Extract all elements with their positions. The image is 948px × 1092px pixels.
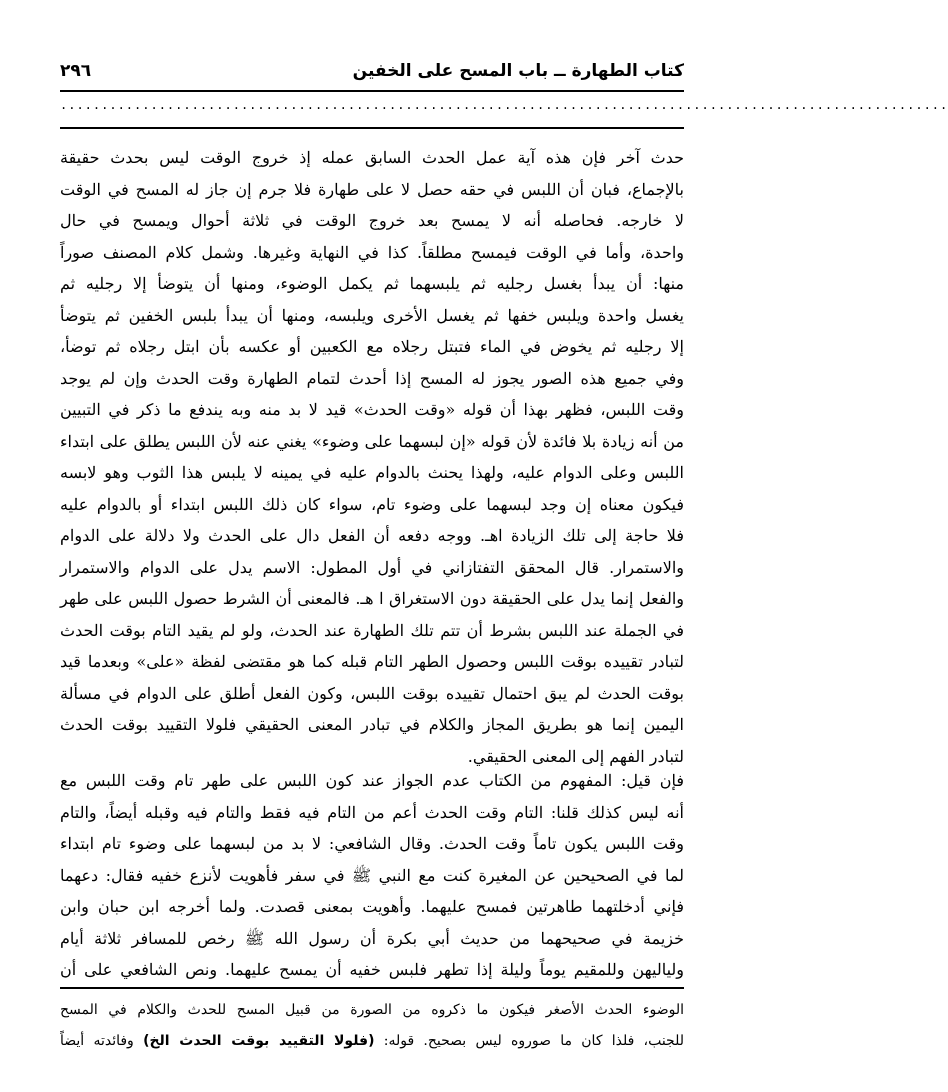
page-number: ٢٩٦ (60, 61, 92, 81)
footnote-text: وفائدته أيضاً (60, 1033, 144, 1049)
text-line: لا خارجه. فحاصله أنه لا يمسح بعد خروج الوقت في ثلاثة أحوال ويمسح في حال (60, 211, 684, 230)
text-line: وقت اللبس يكون تاماً وقت الحدث. وقال الشافعي: لا بد من لبسهما على وضوء تام ابتداء (60, 834, 684, 853)
footnote (60, 995, 684, 1057)
text-line: إلا رجليه ثم يخوض في الماء فتبتل رجلاه مع الكعبين أو عكسه بأن ابتل رجلاه ثم توضأ، (60, 337, 684, 356)
text-line: والفعل إنما يدل على الحقيقة دون الاستغراق ا هـ. فالمعنى أن الشرط حصول اللبس على طهر (60, 589, 685, 608)
header-rule (60, 90, 684, 92)
text-line: بالإجماع، فبان أن اللبس في حقه حصل لا على طهارة فلا جرم إن جاز له المسح في الوقت (60, 179, 684, 199)
running-title: كتاب الطهارة ــ باب المسح على الخفين (352, 61, 684, 81)
text-line: ولياليهن وللمقيم يوماً وليلة إذا تطهر فلبس خفيه أن يمسح عليهما. ونص الشافعي على أن (60, 960, 684, 979)
paragraph-1 (60, 142, 684, 772)
text-line: من أنه زيادة بلا فائدة لأن قوله «إن لبسهما على وضوء» يغني عنه لأن اللبس يطلق على ابتداء (60, 431, 684, 451)
text-line: فإن قيل: المفهوم من الكتاب عدم الجواز عند كون اللبس على طهر تام وقت اللبس مع (60, 771, 685, 790)
page-header (60, 56, 684, 86)
paragraph-2 (60, 765, 684, 986)
text-line: لتبادر الفهم إلى المعنى الحقيقي. (467, 746, 684, 766)
text-line: وفي جميع هذه الصور يجوز له المسح إذا أحدث لتمام الطهارة وقت الحدث وإن لم يوجد (60, 368, 684, 388)
text-line: لتبادر تقييده بوقت اللبس وحصول الطهر التام قبله كما هو مقتضى لفظة «على» وبعدما قيد (60, 652, 684, 671)
text-line: حدث آخر فإن هذه آية عمل الحدث السابق عمله إذ خروج الوقت ليس بحدث حقيقة (60, 148, 685, 167)
footnote-rule (60, 987, 684, 989)
text-line: أنه ليس كذلك قلنا: التام وقت الحدث أعم من التام فيه فقط والتام فيه وقبله أيضاً، والتام (60, 802, 684, 822)
text-line: في الجملة عند اللبس بشرط أن تتم تلك الطهارة عند الحدث، ولو لم يقيد التام بوقت الحدث (60, 620, 684, 640)
text-line: اللبس وعلى الدوام عليه، ولهذا يحنث بالدوام عليه في يمينه لا يلبس هذا الثوب وهو لابسه (60, 463, 684, 482)
footnote-line (60, 1026, 684, 1057)
text-line: فيكون معناه إن وجد لبسهما على وضوء تام، سواء كان ذلك اللبس ابتداء أو بالدوام عليه (60, 494, 685, 514)
main-text-rule (60, 127, 684, 129)
footnote-quote: (فلولا التقييد بوقت الحدث الخ) (143, 1033, 375, 1049)
text-line: منها: أن يبدأ بغسل رجليه ثم يلبسهما ثم يكمل الوضوء، ومنها أن يتوضأ إلا رجليه ثم (60, 274, 684, 293)
text-line: لما في الصحيحين عن المغيرة كنت مع النبي ﷺ في سفر فأهويت لأنزع خفيه فقال: دعهما (60, 865, 684, 885)
text-line: فلا حاجة إلى تلك الزيادة اهـ. ووجه دفعه أن الفعل دال على الحدث ولا دلالة على الدوام (60, 526, 684, 545)
separator-dots: ............................................................................................................ (60, 98, 948, 112)
text-line: فإني أدخلتهما طاهرتين فمسح عليهما. وأهويت بمعنى قصدت. ولما أخرجه ابن حبان وابن (60, 897, 684, 916)
text-line: وقت اللبس، فظهر بهذا أن قوله «وقت الحدث» قيد لا بد منه وبه يندفع ما ذكر في التبيين (60, 400, 685, 419)
text-line: يغسل واحدة ويلبس خفها ثم يغسل الأخرى ويلبسه، ومنها أن يبدأ بلبس الخفين ثم يتوضأ (60, 305, 685, 325)
footnote-text: للجنب، فلذا كان ما صوروه ليس بصحيح. قوله: (374, 1033, 684, 1049)
text-line: اليمين إنما هو بطريق المجاز والكلام في تبادر المعنى الحقيقي فلولا التقييد بوقت الحدث (60, 715, 684, 734)
footnote-line: الوضوء الحدث الأصغر فيكون ما ذكروه من الصورة من قبيل المسح للحدث والكلام في المسح (60, 1002, 684, 1018)
text-line: بوقت الحدث لم يبق احتمال تقييده بوقت اللبس، وكون الفعل أطلق على الدوام في مسألة (60, 683, 684, 703)
text-line: واحدة، وأما في الوقت فيمسح مطلقاً. كذا في النهاية وغيرها. وشمل كلام المصنف صوراً (60, 242, 685, 262)
text-line: والاستمرار. قال المحقق التفتازاني في أول المطول: الاسم يدل على الدوام والاستمرار (60, 557, 684, 577)
text-line: خزيمة في صحيحهما من حديث أبي بكرة أن رسول الله ﷺ رخص للمسافر ثلاثة أيام (60, 928, 684, 948)
